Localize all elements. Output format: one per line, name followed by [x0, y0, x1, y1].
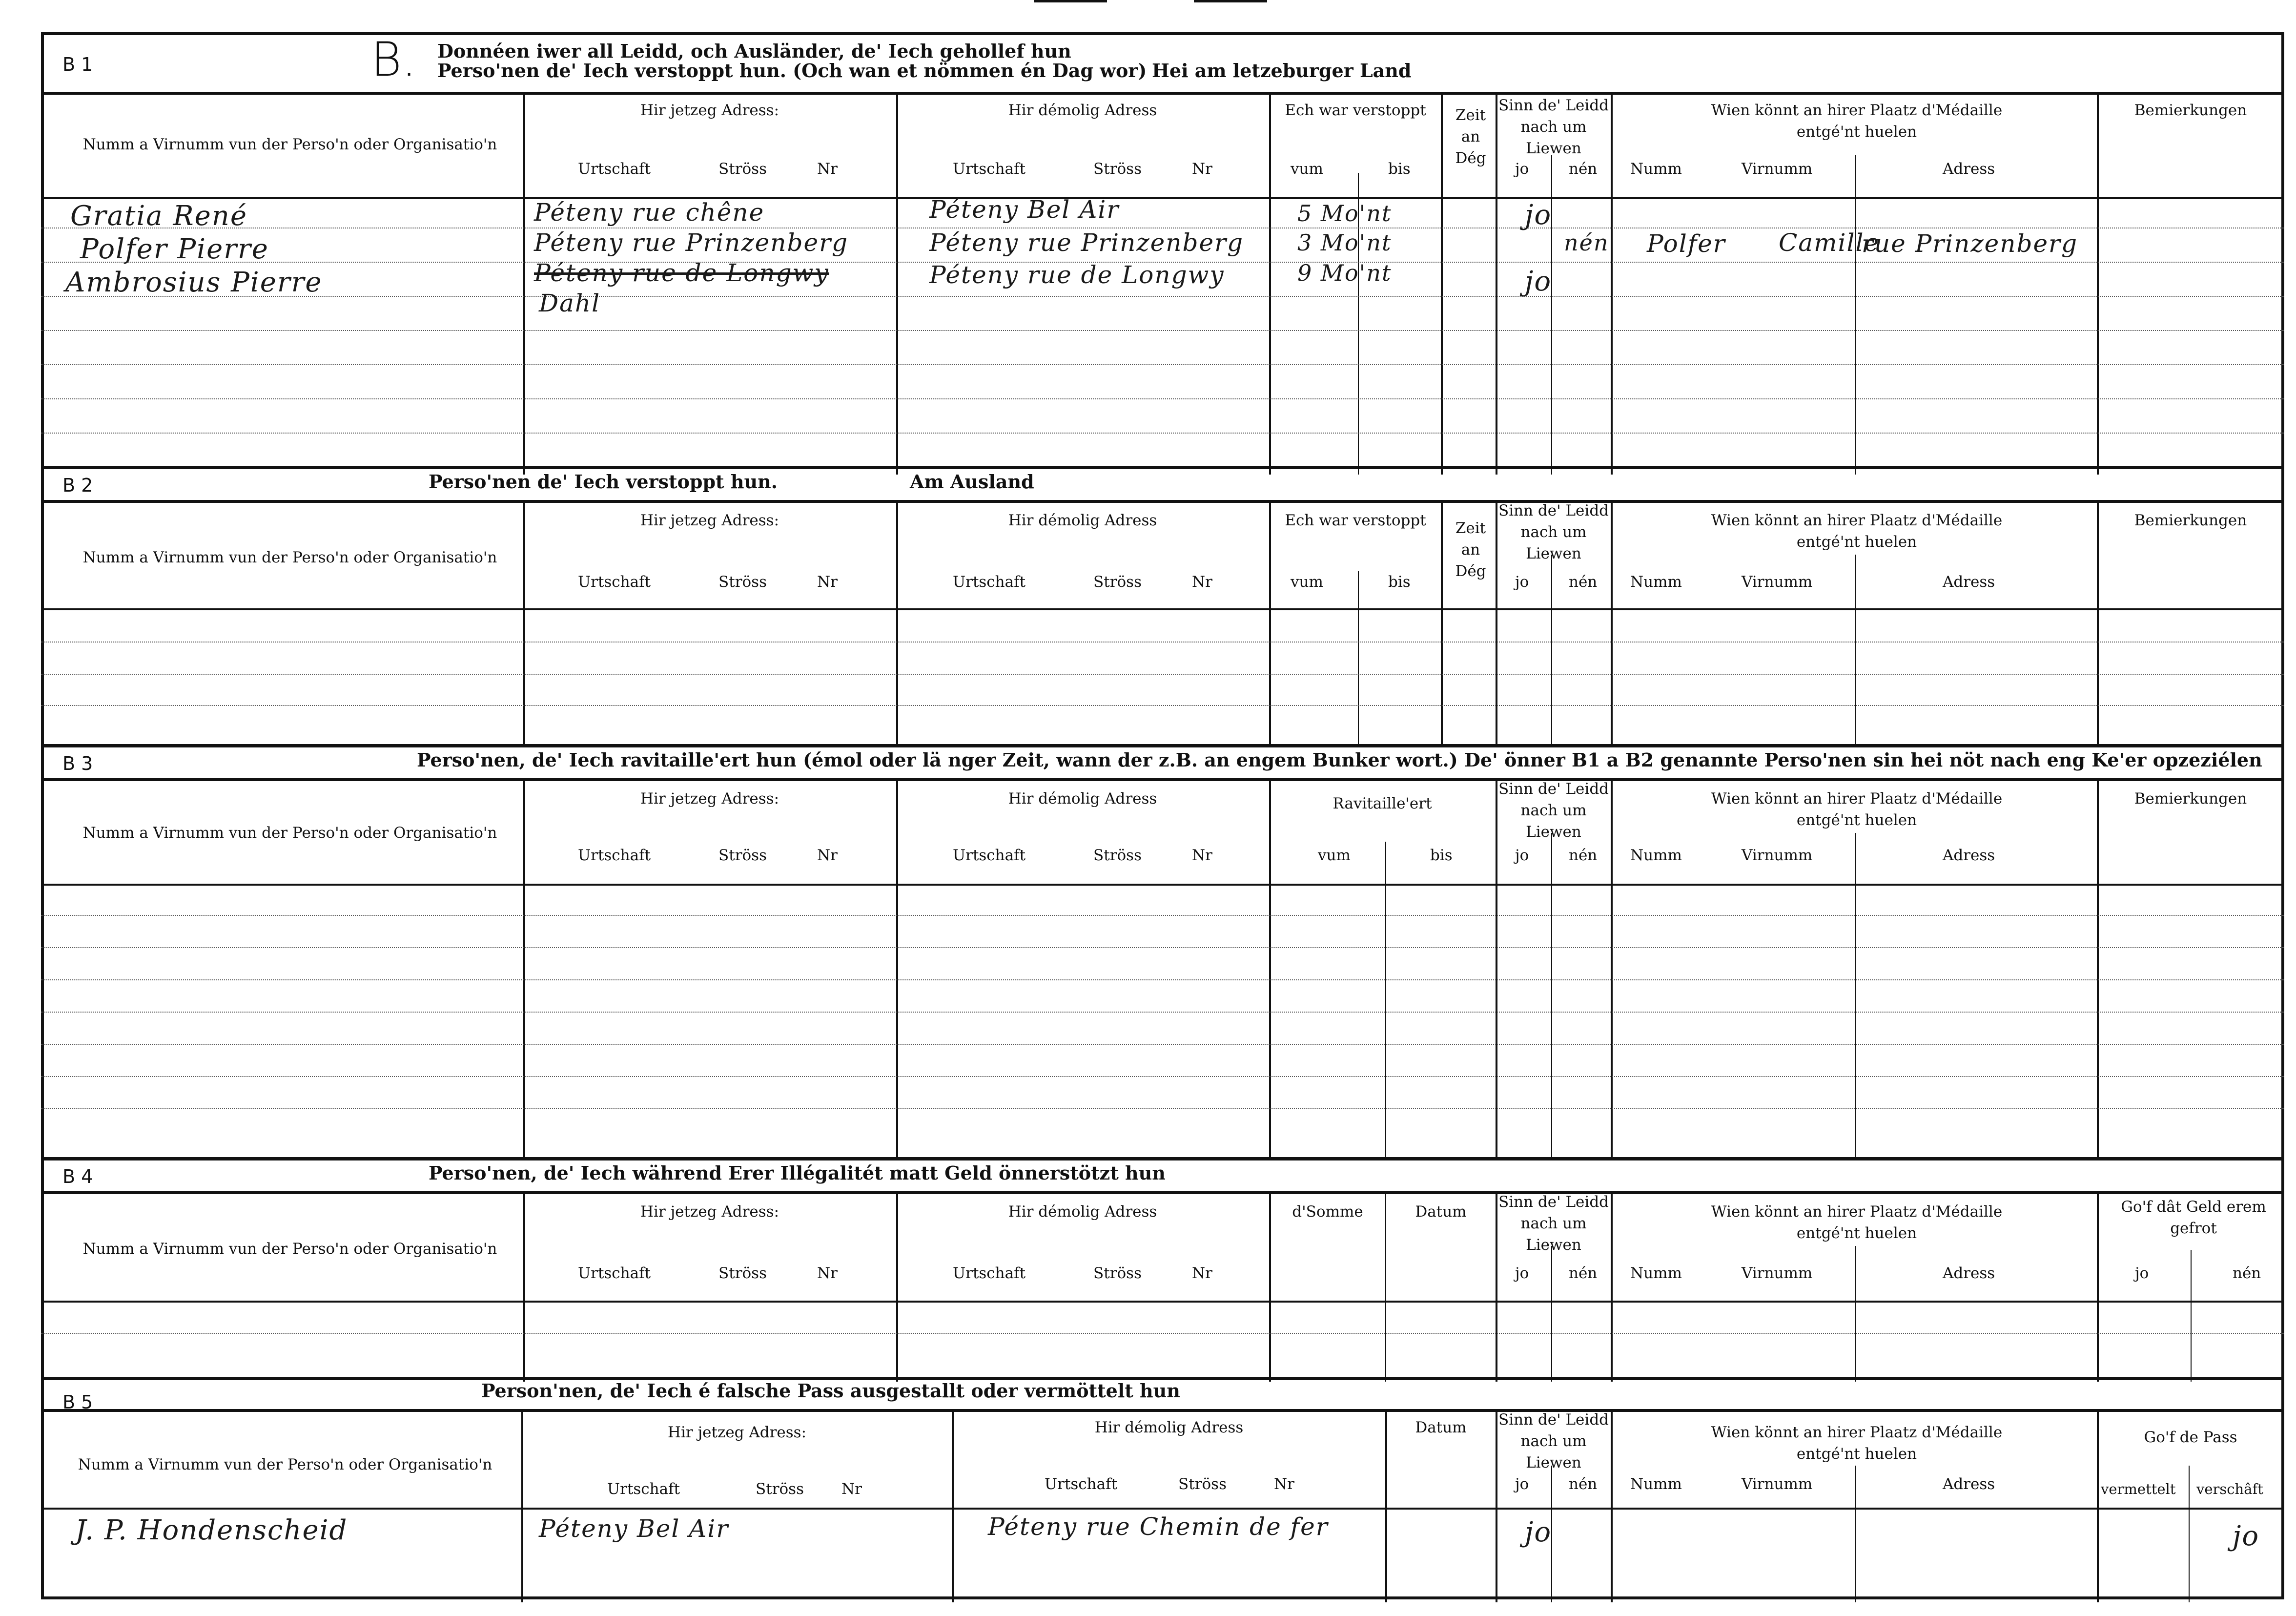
b2-place: Am Ausland — [910, 471, 1034, 493]
b3-sub-yes: jo — [1515, 847, 1529, 864]
b1-row3-name: Ambrosius Pierre — [65, 267, 323, 298]
b1-row2-medal-first: Camille — [1779, 228, 1880, 257]
b2-col-current: Hir jetzeg Adress: — [640, 512, 779, 529]
b5-sub-mediated: vermettelt — [2101, 1481, 2176, 1497]
section-b2 — [41, 466, 2284, 744]
b4-title: Perso'nen, de' Iech während Erer Illégalitét matt Geld önnerstötzt hun — [429, 1162, 1166, 1184]
b4-col-given: Go'f dât Geld erem gefrot — [2121, 1198, 2266, 1237]
b1-title-line2: Perso'nen de' Iech verstoppt hun. (Och wan et nömmen én Dag wor) — [437, 60, 1147, 82]
b4-sub-first: Virnumm — [1742, 1264, 1813, 1282]
b1-row2-former: Péteny rue Prinzenberg — [929, 228, 1244, 257]
b4-sub-no: nén — [1569, 1264, 1598, 1282]
b1-col-alive: Sinn de' Leidd nach um Liewen — [1498, 97, 1609, 157]
section-b3 — [41, 744, 2284, 1159]
b2-col-alive: Sinn de' Leidd nach um Liewen — [1498, 502, 1609, 562]
b3-sub-first: Virnumm — [1742, 847, 1813, 864]
b5-col-former: Hir démolig Adress — [1094, 1419, 1244, 1436]
b5-row-name: J. P. Hondenscheid — [75, 1514, 348, 1546]
b5-sub-made: verschâft — [2196, 1481, 2263, 1497]
b2-sub-town: Urtschaft — [578, 573, 651, 591]
b5-sub-nr-2: Nr — [1274, 1475, 1294, 1493]
b4-col-sum: d'Somme — [1292, 1203, 1363, 1221]
b4-col-current: Hir jetzeg Adress: — [640, 1203, 779, 1221]
b3-sub-nr-2: Nr — [1192, 847, 1212, 864]
b3-sub-no: nén — [1569, 847, 1598, 864]
b1-sub-to: bis — [1388, 160, 1411, 178]
b2-col-medal: Wien könnt an hirer Plaatz d'Médaille entgé'nt huelen — [1711, 512, 2003, 551]
b2-id: B 2 — [62, 475, 93, 496]
b1-col-current: Hir jetzeg Adress: — [640, 102, 779, 119]
b1-row1-alive: jo — [1525, 199, 1552, 231]
b3-col-current: Hir jetzeg Adress: — [640, 790, 779, 808]
b4-id: B 4 — [62, 1166, 93, 1187]
b3-id: B 3 — [62, 753, 93, 774]
b5-col-medal: Wien könnt an hirer Plaatz d'Médaille entgé'nt huelen — [1711, 1424, 2003, 1463]
b5-col-name: Numm a Virnumm vun der Perso'n oder Organisatio'n — [78, 1456, 492, 1473]
b4-sub-address: Adress — [1943, 1264, 1995, 1282]
b5-sub-yes: jo — [1515, 1475, 1529, 1493]
b1-sub-nr: Nr — [817, 160, 838, 178]
b1-id: B 1 — [62, 54, 93, 75]
b1-title-line1: Donnéen iwer all Leidd, och Ausländer, de' Iech gehollef hun — [437, 40, 1071, 62]
b1-grid — [41, 92, 2284, 475]
top-mark-left — [1034, 0, 1107, 2]
b4-sub-nr-2: Nr — [1192, 1264, 1212, 1282]
b5-row-former: Péteny rue Chemin de fer — [988, 1512, 1329, 1541]
b1-col-time: Zeit an Dég — [1455, 106, 1486, 167]
b2-sub-no: nén — [1569, 573, 1598, 591]
b2-grid — [41, 500, 2284, 744]
b1-sub-town-2: Urtschaft — [953, 160, 1026, 178]
b1-row2-current: Péteny rue Prinzenberg — [534, 228, 848, 257]
b1-row2-medal-address: rue Prinzenberg — [1862, 229, 2078, 258]
b3-sub-name: Numm — [1630, 847, 1682, 864]
b4-col-former: Hir démolig Adress — [1008, 1203, 1157, 1221]
b5-sub-first: Virnumm — [1742, 1475, 1813, 1493]
b3-grid — [41, 778, 2284, 1159]
b3-col-former: Hir démolig Adress — [1008, 790, 1157, 808]
b2-sub-yes: jo — [1515, 573, 1529, 591]
b1-sub-yes: jo — [1515, 160, 1529, 178]
b4-col-alive: Sinn de' Leidd nach um Liewen — [1498, 1193, 1609, 1254]
b4-sub-yes-2: jo — [2135, 1264, 2149, 1282]
b5-sub-town-2: Urtschaft — [1045, 1475, 1118, 1493]
section-b5 — [41, 1377, 2284, 1599]
b5-col-date: Datum — [1415, 1419, 1467, 1436]
b1-row1-former: Péteny Bel Air — [929, 195, 1120, 224]
b3-sub-town-2: Urtschaft — [953, 847, 1026, 864]
b2-sub-town-2: Urtschaft — [953, 573, 1026, 591]
b1-sub-no: nén — [1569, 160, 1598, 178]
b2-sub-to: bis — [1388, 573, 1411, 591]
b1-sub-nr-2: Nr — [1192, 160, 1212, 178]
b2-sub-name: Numm — [1630, 573, 1682, 591]
b2-col-remarks: Bemierkungen — [2134, 512, 2247, 529]
b1-letter: B. — [371, 32, 417, 87]
b5-col-pass: Go'f de Pass — [2144, 1429, 2237, 1446]
b1-sub-first: Virnumm — [1742, 160, 1813, 178]
b4-sub-street-2: Ströss — [1093, 1264, 1142, 1282]
b5-col-alive: Sinn de' Leidd nach um Liewen — [1498, 1411, 1609, 1471]
b4-sub-street: Ströss — [718, 1264, 767, 1282]
b2-col-former: Hir démolig Adress — [1008, 512, 1157, 529]
b5-sub-town: Urtschaft — [607, 1480, 680, 1498]
section-b4 — [41, 1157, 2284, 1382]
b3-sub-address: Adress — [1943, 847, 1995, 864]
b2-sub-nr-2: Nr — [1192, 573, 1212, 591]
b1-sub-from: vum — [1291, 160, 1323, 178]
b1-row3-alive: jo — [1525, 266, 1552, 297]
b2-col-time: Zeit an Dég — [1455, 519, 1486, 580]
b5-row-alive: jo — [1525, 1516, 1552, 1548]
b3-sub-town: Urtschaft — [578, 847, 651, 864]
b1-row2-hidden: 3 Mo'nt — [1297, 229, 1392, 256]
b4-col-medal: Wien könnt an hirer Plaatz d'Médaille entgé'nt huelen — [1711, 1203, 2003, 1242]
b2-sub-nr: Nr — [817, 573, 838, 591]
b1-sub-town: Urtschaft — [578, 160, 651, 178]
b4-sub-no-2: nén — [2233, 1264, 2261, 1282]
b1-row3-current: Péteny rue de Longwy — [534, 259, 829, 287]
b1-row3-hidden: 9 Mo'nt — [1297, 260, 1392, 286]
b5-sub-nr: Nr — [841, 1480, 862, 1498]
b5-col-current: Hir jetzeg Adress: — [667, 1424, 807, 1441]
b2-sub-first: Virnumm — [1742, 573, 1813, 591]
b1-row2-medal-name: Polfer — [1647, 229, 1726, 258]
b5-sub-address: Adress — [1943, 1475, 1995, 1493]
b5-row-pass: jo — [2233, 1520, 2260, 1552]
b1-col-name: Numm a Virnumm vun der Perso'n oder Organisatio'n — [82, 136, 497, 153]
b2-sub-from: vum — [1291, 573, 1323, 591]
b1-row2-name: Polfer Pierre — [80, 233, 269, 265]
b1-col-remarks: Bemierkungen — [2134, 102, 2247, 119]
b1-sub-address: Adress — [1943, 160, 1995, 178]
b4-col-date: Datum — [1415, 1203, 1467, 1221]
b1-sub-name: Numm — [1630, 160, 1682, 178]
b5-sub-no: nén — [1569, 1475, 1598, 1493]
b3-sub-from: vum — [1318, 847, 1351, 864]
b5-title: Person'nen, de' Iech é falsche Pass ausgestallt oder vermöttelt hun — [481, 1380, 1180, 1402]
b1-sub-street: Ströss — [718, 160, 767, 178]
b5-id: B 5 — [62, 1391, 93, 1413]
b1-row3-former: Péteny rue de Longwy — [929, 261, 1225, 289]
b1-row2-alive-no: nén — [1564, 229, 1609, 256]
b4-sub-town-2: Urtschaft — [953, 1264, 1026, 1282]
b1-sub-street-2: Ströss — [1093, 160, 1142, 178]
b2-title: Perso'nen de' Iech verstoppt hun. — [429, 471, 778, 493]
b3-sub-street-2: Ströss — [1093, 847, 1142, 864]
b4-sub-town: Urtschaft — [578, 1264, 651, 1282]
b2-col-hidden: Ech war verstoppt — [1285, 512, 1426, 529]
b4-sub-name: Numm — [1630, 1264, 1682, 1282]
b5-sub-street: Ströss — [756, 1480, 804, 1498]
b1-title-place: Hei am letzeburger Land — [1152, 60, 1412, 82]
b4-grid — [41, 1191, 2284, 1382]
b1-row1-name: Gratia René — [70, 200, 248, 232]
b3-col-ravit: Ravitaille'ert — [1332, 795, 1432, 812]
b4-sub-nr: Nr — [817, 1264, 838, 1282]
b5-grid — [41, 1409, 2284, 1602]
b5-sub-street-2: Ströss — [1178, 1475, 1227, 1493]
b5-sub-name: Numm — [1630, 1475, 1682, 1493]
b1-col-medal: Wien könnt an hirer Plaatz d'Médaille entgé'nt huelen — [1711, 102, 2003, 141]
b3-sub-street: Ströss — [718, 847, 767, 864]
b2-sub-street: Ströss — [718, 573, 767, 591]
b5-row-current: Péteny Bel Air — [539, 1514, 729, 1543]
b2-sub-address: Adress — [1943, 573, 1995, 591]
b4-col-name: Numm a Virnumm vun der Perso'n oder Organisatio'n — [82, 1240, 497, 1258]
b3-col-alive: Sinn de' Leidd nach um Liewen — [1498, 780, 1609, 841]
b1-col-former: Hir démolig Adress — [1008, 102, 1157, 119]
b1-row1-current: Péteny rue chêne — [534, 198, 765, 227]
section-b1 — [41, 32, 2284, 472]
b3-title: Perso'nen, de' Iech ravitaille'ert hun (émol oder lä nger Zeit, wann der z.B. an engem Bunker wort.) De' önner B1 a B2 genannte Perso'nen sin hei nöt nach eng Ke'er opzeziélen — [417, 749, 2262, 771]
b1-row4-current: Dahl — [539, 289, 601, 317]
b2-col-name: Numm a Virnumm vun der Perso'n oder Organisatio'n — [82, 549, 497, 566]
b4-sub-yes: jo — [1515, 1264, 1529, 1282]
b3-col-remarks: Bemierkungen — [2134, 790, 2247, 808]
b3-sub-to: bis — [1430, 847, 1453, 864]
b1-col-hidden: Ech war verstoppt — [1285, 102, 1426, 119]
b2-sub-street-2: Ströss — [1093, 573, 1142, 591]
b1-row1-hidden: 5 Mo'nt — [1297, 200, 1392, 227]
b3-col-medal: Wien könnt an hirer Plaatz d'Médaille entgé'nt huelen — [1711, 790, 2003, 829]
b3-sub-nr: Nr — [817, 847, 838, 864]
b3-col-name: Numm a Virnumm vun der Perso'n oder Organisatio'n — [82, 824, 497, 842]
top-mark-right — [1194, 0, 1267, 2]
